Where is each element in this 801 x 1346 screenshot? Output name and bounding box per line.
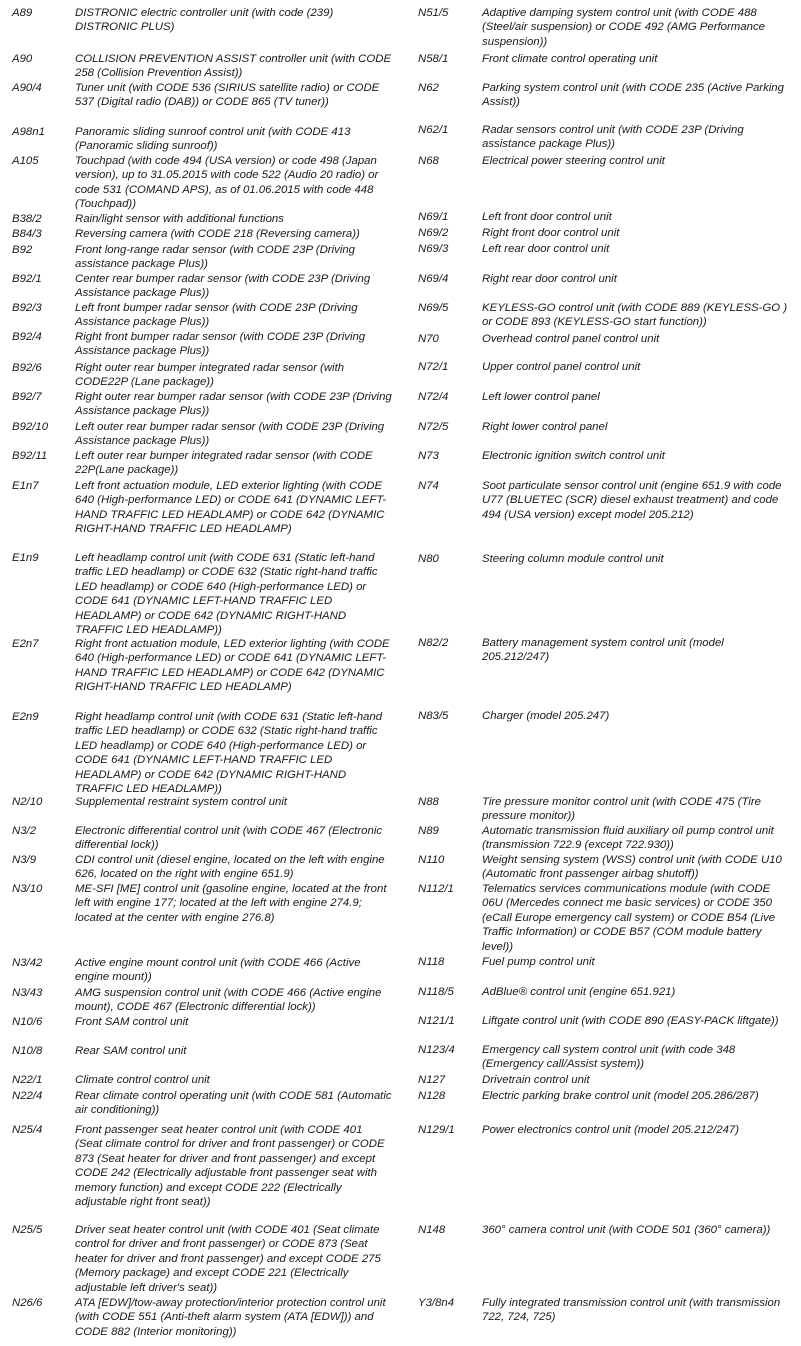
component-code: N3/10 (12, 883, 43, 895)
component-description: Electric parking brake control unit (model 205.286/287) (482, 1090, 759, 1102)
component-description: AMG suspension control unit (with CODE 466 (Active engine mount), CODE 467 (Electronic differential lock)) (75, 987, 382, 1014)
component-code: N121/1 (418, 1015, 455, 1027)
component-code: N129/1 (418, 1124, 455, 1136)
component-description: CDI control unit (diesel engine, located on the left with engine 626, located on the right with engine 651.9) (75, 854, 385, 881)
component-description: Tire pressure monitor control unit (with CODE 475 (Tire pressure monitor)) (482, 796, 761, 823)
component-description: Electrical power steering control unit (482, 155, 665, 167)
component-code: B38/2 (12, 213, 42, 225)
component-description: Left headlamp control unit (with CODE 631 (Static left-hand traffic LED headlamp) or CODE 632 (Static right-hand traffic LED headlamp) or CODE 640 (High-performance LED) or CODE 641 (DYNAMIC LEFT-HAND TRAFFIC LED HEADLAMP) or CODE 642 (DYNAMIC RIGHT-HAND TRAFFIC LED HEADLAMP)) (75, 552, 378, 637)
component-code: N51/5 (418, 7, 449, 19)
component-code: B92/1 (12, 273, 42, 285)
component-code: N3/43 (12, 987, 43, 999)
component-description: Automatic transmission fluid auxiliary oil pump control unit (transmission 722.9 (except 722.930)) (482, 825, 774, 852)
component-description: Rear SAM control unit (75, 1045, 187, 1057)
component-code: N22/4 (12, 1090, 43, 1102)
component-description: Panoramic sliding sunroof control unit (with CODE 413 (Panoramic sliding sunroof)) (75, 126, 351, 153)
component-description: Driver seat heater control unit (with CODE 401 (Seat climate control for driver and front passenger) or CODE 873 (Seat heater for driver and front passenger) and except CODE 275 (Memory package) and except CODE 221 (Electrically adjustable left driver's seat)) (75, 1224, 381, 1294)
component-code: N72/5 (418, 421, 449, 433)
component-code: N72/4 (418, 391, 449, 403)
component-description: Adaptive damping system control unit (with CODE 488 (Steel/air suspension) or CODE 492 (AMG Performance suspension)) (482, 7, 765, 48)
component-code: N26/6 (12, 1297, 43, 1309)
component-description: Steering column module control unit (482, 553, 664, 565)
component-code: N118 (418, 956, 445, 968)
component-description: Radar sensors control unit (with CODE 23P (Driving assistance package Plus)) (482, 124, 744, 151)
component-description: Rear climate control operating unit (with CODE 581 (Automatic air conditioning)) (75, 1090, 392, 1117)
component-code: N69/5 (418, 302, 449, 314)
component-code: N82/2 (418, 637, 449, 649)
component-code: N10/6 (12, 1016, 43, 1028)
component-description: Fuel pump control unit (482, 956, 595, 968)
component-code: E2n7 (12, 638, 39, 650)
component-code: B92/6 (12, 362, 42, 374)
component-code: N69/1 (418, 211, 449, 223)
component-description: Upper control panel control unit (482, 361, 641, 373)
component-description: Left outer rear bumper radar sensor (with CODE 23P (Driving Assistance package Plus)) (75, 421, 385, 448)
component-code: N3/42 (12, 957, 43, 969)
component-code: N69/4 (418, 273, 449, 285)
component-description: ME-SFI [ME] control unit (gasoline engine, located at the front left with engine 177; located at the left with engine 274.9; located at the center with engine 276.8) (75, 883, 387, 924)
component-description: Power electronics control unit (model 205.212/247) (482, 1124, 740, 1136)
component-description: Left front actuation module, LED exterior lighting (with CODE 640 (High-performance LED) or CODE 641 (DYNAMIC LEFT-HAND TRAFFIC LED HEADLAMP) or CODE 642 (DYNAMIC RIGHT-HAND TRAFFIC LED HEADLAMP) (75, 480, 387, 536)
component-description: AdBlue® control unit (engine 651.921) (482, 986, 676, 998)
component-code: N62/1 (418, 124, 449, 136)
component-code: N69/3 (418, 243, 449, 255)
component-description: Right front door control unit (482, 227, 620, 239)
component-code: B92/11 (12, 450, 48, 462)
component-code: B92/10 (12, 421, 49, 433)
component-code: N2/10 (12, 796, 43, 808)
component-code: N80 (418, 553, 439, 565)
component-code: A90/4 (12, 82, 42, 94)
component-code: N68 (418, 155, 439, 167)
component-description: Touchpad (with code 494 (USA version) or code 498 (Japan version), up to 31.05.2015 with code 522 (Audio 20 radio) or code 531 (COMAND APS), as of 01.06.2015 with code 448 (Touchpad)) (75, 155, 379, 211)
component-description: Right headlamp control unit (with CODE 631 (Static left-hand traffic LED headlamp) or CODE 632 (Static right-hand traffic LED headlamp) or CODE 640 (High-performance LED) or CODE 641 (DYNAMIC LEFT-HAND TRAFFIC LED HEADLAMP) or CODE 642 (DYNAMIC RIGHT-HAND TRAFFIC LED HEADLAMP)) (75, 711, 383, 796)
component-code: A105 (12, 155, 39, 167)
component-code: N127 (418, 1074, 446, 1086)
component-code: N25/5 (12, 1224, 43, 1236)
component-code: B92/4 (12, 331, 42, 343)
component-code: B92/7 (12, 391, 42, 403)
component-description: Drivetrain control unit (482, 1074, 590, 1086)
component-description: Climate control control unit (75, 1074, 210, 1086)
component-description: Left rear door control unit (482, 243, 610, 255)
component-description: Front climate control operating unit (482, 53, 658, 65)
component-description: Right lower control panel (482, 421, 608, 433)
component-description: Supplemental restraint system control unit (75, 796, 288, 808)
component-description: Weight sensing system (WSS) control unit (with CODE U10 (Automatic front passenger airbag shutoff)) (482, 854, 782, 881)
component-code: N89 (418, 825, 439, 837)
component-description: Electronic differential control unit (with CODE 467 (Electronic differential lock)) (75, 825, 383, 852)
component-code: N83/5 (418, 710, 449, 722)
component-description: Front SAM control unit (75, 1016, 189, 1028)
component-code: E2n9 (12, 711, 39, 723)
component-code: N58/1 (418, 53, 449, 65)
component-code: N73 (418, 450, 439, 462)
component-description: Front passenger seat heater control unit (with CODE 401 (Seat climate control for driver and front passenger) or CODE 873 (Seat heater for driver and front passenger) and except CODE 242 (Electrically adjustable front passenger seat with memory function) and except CODE 222 (Electrically adjustable right front seat)) (75, 1124, 385, 1209)
component-description: 360° camera control unit (with CODE 501 (360° camera)) (482, 1224, 771, 1236)
component-description: Rain/light sensor with additional functions (75, 213, 284, 225)
component-description: Right outer rear bumper radar sensor (with CODE 23P (Driving Assistance package Plus)) (75, 391, 392, 418)
component-code: N148 (418, 1224, 446, 1236)
component-description: Emergency call system control unit (with code 348 (Emergency call/Assist system)) (482, 1044, 736, 1071)
component-description: Telematics services communications module (with CODE 06U (Mercedes connect me basic services) or CODE 350 (eCall Europe emergency call system) or CODE B54 (Live Traffic Information) or CODE B57 (COM module battery level)) (482, 883, 776, 953)
component-code: N72/1 (418, 361, 449, 373)
component-code: N69/2 (418, 227, 449, 239)
component-code: N110 (418, 854, 445, 866)
component-code: N128 (418, 1090, 446, 1102)
component-description: DISTRONIC electric controller unit (with code (239) DISTRONIC PLUS) (75, 7, 334, 34)
component-description: Fully integrated transmission control unit (with transmission 722, 724, 725) (482, 1297, 781, 1324)
component-description: Right outer rear bumper integrated radar sensor (with CODE22P (Lane package)) (75, 362, 345, 389)
component-code: N3/9 (12, 854, 37, 866)
component-code: A89 (12, 7, 33, 19)
component-description: Right rear door control unit (482, 273, 617, 285)
component-code: N74 (418, 480, 439, 492)
component-description: Front long-range radar sensor (with CODE 23P (Driving assistance package Plus)) (75, 244, 356, 271)
component-code: N112/1 (418, 883, 454, 895)
component-code: E1n9 (12, 552, 39, 564)
component-description: Battery management system control unit (model 205.212/247) (482, 637, 724, 664)
component-code: A90 (12, 53, 33, 65)
component-description: Electronic ignition switch control unit (482, 450, 665, 462)
component-description: Tuner unit (with CODE 536 (SIRIUS satellite radio) or CODE 537 (Digital radio (DAB)) or CODE 865 (TV tuner)) (75, 82, 380, 109)
component-code: E1n7 (12, 480, 39, 492)
component-code: N123/4 (418, 1044, 455, 1056)
component-description: ATA [EDW]/tow-away protection/interior protection control unit (with CODE 551 (Anti-theft alarm system (ATA [EDW])) and CODE 882 (Interior monitoring)) (75, 1297, 386, 1338)
component-description: Charger (model 205.247) (482, 710, 610, 722)
component-description: KEYLESS-GO control unit (with CODE 889 (KEYLESS-GO ) or CODE 893 (KEYLESS-GO start function)) (482, 302, 788, 329)
component-description: Right front actuation module, LED exterior lighting (with CODE 640 (High-performance LED) or CODE 641 (DYNAMIC LEFT-HAND TRAFFIC LED HEADLAMP) or CODE 642 (DYNAMIC RIGHT-HAND TRAFFIC LED HEADLAMP) (75, 638, 390, 694)
component-code: N70 (418, 333, 439, 345)
component-code: B84/3 (12, 228, 42, 240)
component-code: N25/4 (12, 1124, 43, 1136)
component-code: B92/3 (12, 302, 42, 314)
component-code: N118/5 (418, 986, 454, 998)
component-description: Left front door control unit (482, 211, 612, 223)
component-code: N22/1 (12, 1074, 43, 1086)
component-description: Left outer rear bumper integrated radar sensor (with CODE 22P(Lane package)) (75, 450, 373, 477)
component-description: Reversing camera (with CODE 218 (Reversing camera)) (75, 228, 360, 240)
component-description: Parking system control unit (with CODE 235 (Active Parking Assist)) (482, 82, 784, 109)
component-description: Center rear bumper radar sensor (with CODE 23P (Driving Assistance package Plus)) (75, 273, 371, 300)
component-description: Left front bumper radar sensor (with CODE 23P (Driving Assistance package Plus)) (75, 302, 358, 329)
component-description: Active engine mount control unit (with CODE 466 (Active engine mount)) (75, 957, 361, 984)
component-code: A98n1 (12, 126, 45, 138)
component-code: N10/8 (12, 1045, 43, 1057)
component-code: B92 (12, 244, 33, 256)
component-description: Left lower control panel (482, 391, 600, 403)
component-description: Right front bumper radar sensor (with CODE 23P (Driving Assistance package Plus)) (75, 331, 366, 358)
component-code: N3/2 (12, 825, 37, 837)
component-code: N62 (418, 82, 439, 94)
component-description: Soot particulate sensor control unit (engine 651.9 with code U77 (BLUETEC (SCR) diesel exhaust treatment) and code 494 (USA version) except model 205.212) (482, 480, 782, 521)
component-description: Overhead control panel control unit (482, 333, 660, 345)
component-description: COLLISION PREVENTION ASSIST controller unit (with CODE 258 (Collision Prevention Assist)) (75, 53, 392, 80)
component-description: Liftgate control unit (with CODE 890 (EASY-PACK liftgate)) (482, 1015, 779, 1027)
component-code: Y3/8n4 (418, 1297, 455, 1309)
component-code: N88 (418, 796, 439, 808)
